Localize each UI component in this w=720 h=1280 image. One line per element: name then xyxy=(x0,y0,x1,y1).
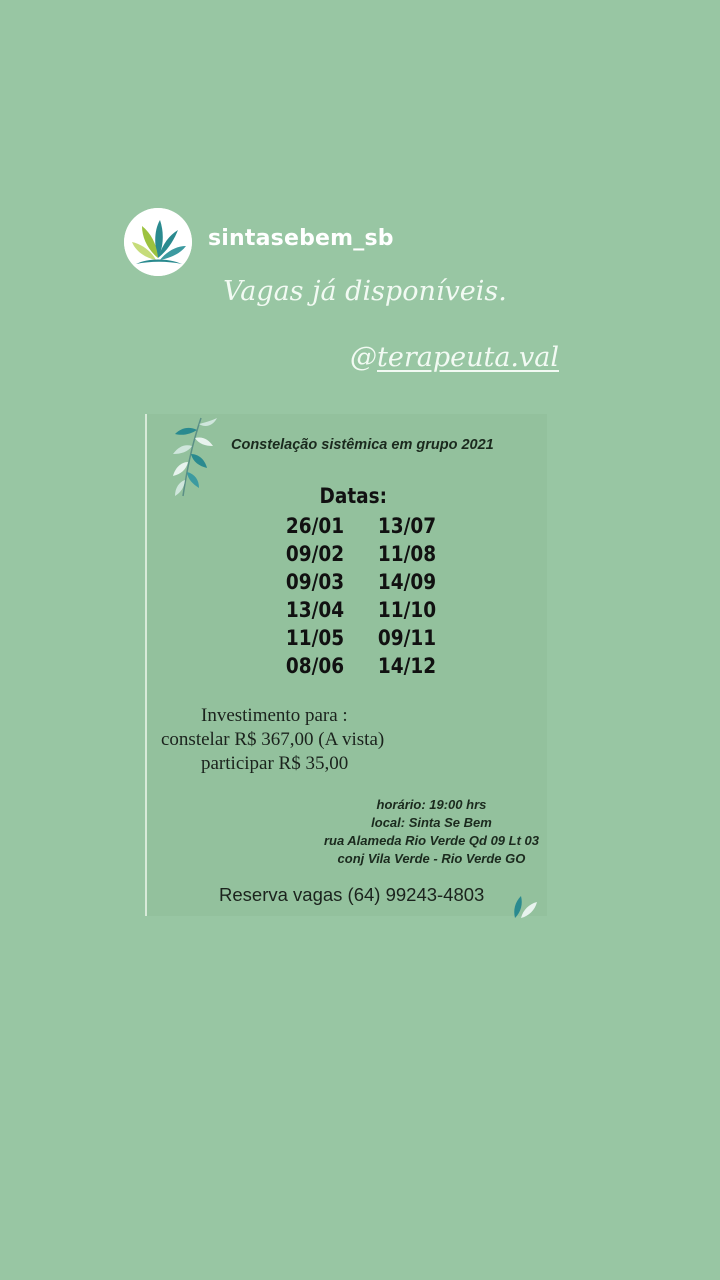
profile-avatar[interactable] xyxy=(124,208,192,276)
date-row xyxy=(269,568,453,596)
date-right: 11/10 xyxy=(377,598,437,622)
post-title: Constelação sistêmica em grupo 2021 xyxy=(231,437,494,453)
date-row xyxy=(269,540,453,568)
event-info xyxy=(324,796,539,868)
date-row xyxy=(269,596,453,624)
date-right: 13/07 xyxy=(377,514,437,538)
story-username[interactable]: sintasebem_sb xyxy=(208,226,394,251)
info-horario: horário: 19:00 hrs xyxy=(376,797,487,812)
date-row xyxy=(269,652,453,680)
date-right: 09/11 xyxy=(377,626,437,650)
date-left: 09/03 xyxy=(285,570,345,594)
leaf-logo-icon xyxy=(124,208,192,276)
reservation-text: Reserva vagas (64) 99243-4803 xyxy=(219,884,485,905)
date-left: 11/05 xyxy=(285,626,345,650)
investment-line: Investimento para : xyxy=(201,705,348,726)
date-left: 09/02 xyxy=(285,542,345,566)
story-caption: Vagas já disponíveis. xyxy=(223,276,507,307)
investment-line: constelar R$ 367,00 (A vista) xyxy=(161,729,385,750)
dates-list xyxy=(269,512,453,680)
dates-heading: Datas: xyxy=(319,484,388,508)
info-rua: rua Alameda Rio Verde Qd 09 Lt 03 xyxy=(323,833,539,848)
date-left: 08/06 xyxy=(285,654,345,678)
mention-at: @ xyxy=(350,342,377,373)
leaf-branch-icon xyxy=(507,896,541,918)
shared-post[interactable] xyxy=(145,414,547,916)
mention-handle: terapeuta.val xyxy=(377,342,559,373)
mention-sticker[interactable] xyxy=(350,342,560,373)
investment-line: participar R$ 35,00 xyxy=(201,753,349,774)
investment-block xyxy=(161,704,421,776)
date-left: 26/01 xyxy=(285,514,345,538)
date-row xyxy=(269,512,453,540)
date-row xyxy=(269,624,453,652)
date-left: 13/04 xyxy=(285,598,345,622)
info-local: local: Sinta Se Bem xyxy=(371,815,492,830)
info-conj: conj Vila Verde - Rio Verde GO xyxy=(337,851,526,866)
date-right: 14/09 xyxy=(377,570,437,594)
date-right: 11/08 xyxy=(377,542,437,566)
date-right: 14/12 xyxy=(377,654,437,678)
